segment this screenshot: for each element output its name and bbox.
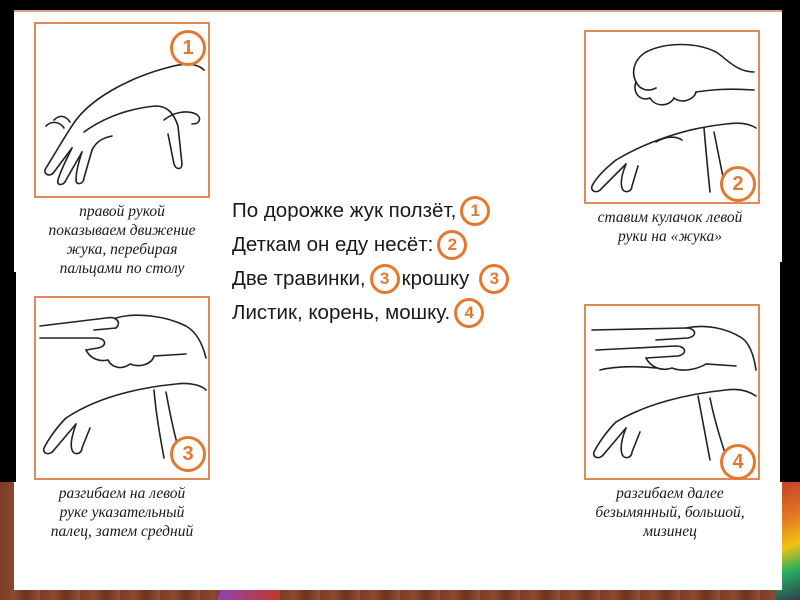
- panel-1-illustration: [34, 22, 210, 198]
- step-marker-badge: 4: [454, 298, 484, 328]
- poem-line-3: [232, 262, 572, 296]
- caption-line: пальцами по столу: [59, 260, 185, 277]
- panel-3-illustration: [34, 296, 210, 480]
- poem-line-2: [232, 228, 572, 262]
- panel-2-illustration: [584, 30, 760, 204]
- poem-line-text: крошку: [401, 267, 470, 290]
- panel-1-caption: [30, 202, 214, 278]
- poem-line-text: По дорожке жук ползёт,: [232, 199, 457, 222]
- caption-line: правой рукой: [79, 203, 165, 220]
- panel-4-illustration: [584, 304, 760, 480]
- step-number-badge: 2: [720, 166, 756, 202]
- step-number-badge: 1: [170, 30, 206, 66]
- caption-line: руке указательный: [59, 504, 185, 521]
- caption-line: жука, перебирая: [66, 241, 178, 258]
- panel-4-caption: [570, 484, 770, 541]
- panel-3-caption: [30, 484, 214, 541]
- step-marker-badge: 3: [479, 264, 509, 294]
- poem-text: [232, 194, 572, 330]
- caption-line: ставим кулачок левой: [597, 209, 743, 226]
- background-strip-left: [0, 272, 16, 482]
- caption-line: показываем движение: [48, 222, 196, 239]
- panel-2-caption: [570, 208, 770, 246]
- poem-line-1: [232, 194, 572, 228]
- poem-line-text: Деткам он еду несёт:: [232, 233, 434, 256]
- caption-line: безымянный, большой,: [595, 504, 745, 521]
- poem-line-text: Листик, корень, мошку.: [232, 301, 451, 324]
- poem-line-text: Две травинки,: [232, 267, 366, 290]
- step-marker-badge: 1: [460, 196, 490, 226]
- step-number-badge: 3: [170, 436, 206, 472]
- poem-line-4: [232, 296, 572, 330]
- step-number-badge: 4: [720, 444, 756, 480]
- background-strip-right: [780, 262, 800, 482]
- step-marker-badge: 2: [437, 230, 467, 260]
- step-marker-badge: 3: [370, 264, 400, 294]
- caption-line: руки на «жука»: [617, 228, 723, 245]
- caption-line: разгибаем на левой: [58, 485, 186, 502]
- caption-line: разгибаем далее: [616, 485, 724, 502]
- caption-line: палец, затем средний: [50, 523, 194, 540]
- caption-line: мизинец: [643, 523, 697, 540]
